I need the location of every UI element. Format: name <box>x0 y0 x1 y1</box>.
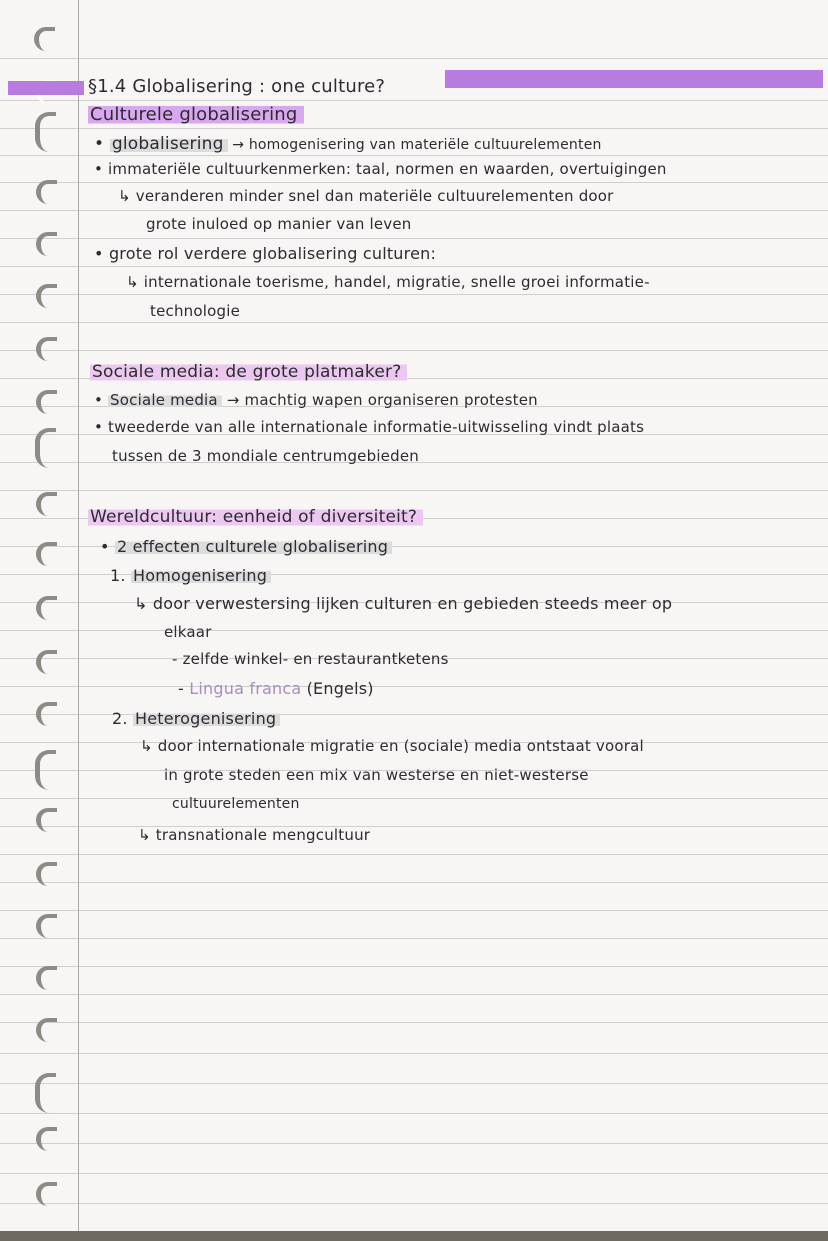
line-text: in grote steden een mix van westerse en niet-westerse <box>164 766 589 784</box>
title-highlight-bar <box>445 70 823 88</box>
list-item <box>94 418 644 436</box>
punch-hole <box>36 966 57 990</box>
punch-hole <box>34 27 55 51</box>
list-item <box>126 273 650 291</box>
page-bottom-edge <box>0 1231 828 1241</box>
list-item <box>138 826 370 844</box>
line-text: cultuurelementen <box>172 796 300 812</box>
number: 1. <box>110 566 126 585</box>
line-text: (Engels) <box>301 679 374 698</box>
page-title: §1.4 Globalisering : one culture? <box>88 76 386 97</box>
section-heading-wereldcultuur <box>88 507 423 527</box>
ruled-line <box>0 210 828 211</box>
ruled-line <box>0 238 828 239</box>
punch-hole <box>36 914 57 938</box>
punch-hole <box>36 1182 57 1206</box>
punch-hole <box>35 750 56 790</box>
punch-hole <box>36 337 57 361</box>
ruled-line <box>0 1203 828 1204</box>
punch-hole <box>36 1018 57 1042</box>
bullet: • <box>100 537 110 556</box>
ruled-line <box>0 826 828 827</box>
line-text: transnationale mengcultuur <box>155 826 371 844</box>
line-text: → homogenisering van materiële cultuurelementen <box>227 137 602 153</box>
ruled-line <box>0 266 828 267</box>
list-item <box>134 594 672 613</box>
punch-hole <box>36 284 57 308</box>
line-text: grote rol verdere globalisering culturen: <box>108 244 437 263</box>
ruled-line <box>0 182 828 183</box>
margin-line <box>78 0 79 1231</box>
ruled-line <box>0 1143 828 1144</box>
bullet: • <box>94 160 104 178</box>
line-text: zelfde winkel- en restaurantketens <box>182 650 449 668</box>
ruled-line <box>0 1053 828 1054</box>
heading-text: Sociale media: de grote platmaker? <box>90 362 407 382</box>
arrow-icon: ↳ <box>118 187 131 205</box>
list-item-continuation <box>146 215 412 233</box>
punch-hole <box>36 862 57 886</box>
line-text: 2 effecten culturele globalisering <box>115 537 392 556</box>
punch-hole <box>36 702 57 726</box>
ruled-line <box>0 128 828 129</box>
list-item-continuation <box>112 447 419 465</box>
punch-hole <box>35 1073 56 1113</box>
dash: - <box>178 679 184 698</box>
list-item <box>140 737 644 755</box>
ruled-line <box>0 630 828 631</box>
bullet: • <box>94 134 105 154</box>
ruled-line <box>0 1113 828 1114</box>
ruled-line <box>0 966 828 967</box>
ruled-line <box>0 100 828 101</box>
bullet: • <box>94 244 104 263</box>
punch-hole <box>36 492 57 516</box>
line-text: Homogenisering <box>131 566 271 585</box>
punch-hole <box>36 180 57 204</box>
numbered-item-heterogenisering <box>112 709 280 728</box>
arrow-icon: ↳ <box>140 737 153 755</box>
heading-text: Culturele globalisering <box>88 104 304 125</box>
list-item <box>94 160 667 178</box>
number: 2. <box>112 709 128 728</box>
ruled-line <box>0 1022 828 1023</box>
punch-hole <box>36 232 57 256</box>
ruled-line <box>0 938 828 939</box>
line-text: door internationale migratie en (sociale) media ontstaat vooral <box>157 737 644 755</box>
bullet: • <box>94 391 104 409</box>
line-text: elkaar <box>164 623 212 641</box>
list-item <box>94 244 436 263</box>
list-item <box>94 391 538 409</box>
line-text: door verwestersing lijken culturen en gebieden steeds meer op <box>152 594 673 613</box>
ruled-line <box>0 798 828 799</box>
punch-hole <box>36 542 57 566</box>
bullet: • <box>94 418 104 436</box>
emphasis-text: globalisering <box>110 134 228 154</box>
line-text: internationale toerisme, handel, migratie, snelle groei informatie- <box>143 273 650 291</box>
dash: - <box>172 650 178 668</box>
line-text: tweederde van alle internationale informatie-uitwisseling vindt plaats <box>108 418 645 436</box>
punch-hole <box>36 650 57 674</box>
ruled-line <box>0 350 828 351</box>
ruled-line <box>0 854 828 855</box>
list-item-continuation <box>172 796 300 812</box>
line-text: tussen de 3 mondiale centrumgebieden <box>112 447 419 465</box>
punch-hole <box>36 596 57 620</box>
ruled-line <box>0 294 828 295</box>
ruled-line <box>0 686 828 687</box>
list-item-continuation <box>164 623 212 641</box>
line-text: technologie <box>150 302 241 320</box>
title-highlight-lead <box>8 81 84 95</box>
punch-hole <box>35 428 56 468</box>
punch-hole <box>36 1127 57 1151</box>
list-item <box>100 537 392 556</box>
punch-hole <box>35 112 56 152</box>
list-item-continuation <box>164 766 589 784</box>
ruled-line <box>0 1173 828 1174</box>
ruled-line <box>0 58 828 59</box>
list-item <box>178 679 374 698</box>
numbered-item-homogenisering <box>110 566 271 585</box>
punch-hole <box>36 808 57 832</box>
heading-text: Wereldcultuur: eenheid of diversiteit? <box>88 507 423 527</box>
arrow-icon: ↳ <box>126 273 139 291</box>
list-item <box>118 187 614 205</box>
ruled-line <box>0 155 828 156</box>
line-text: → machtig wapen organiseren protesten <box>221 391 538 409</box>
section-heading-sociale-media <box>90 362 407 382</box>
line-text: immateriële cultuurkenmerken: taal, normen en waarden, overtuigingen <box>108 160 667 178</box>
emphasis-text: Sociale media <box>108 391 222 409</box>
list-item <box>94 134 602 154</box>
list-item-continuation <box>150 302 240 320</box>
arrow-icon: ↳ <box>138 826 151 844</box>
lingua-franca-term: Lingua franca <box>189 679 302 698</box>
line-text: grote inuloed op manier van leven <box>146 215 412 233</box>
ruled-line <box>0 882 828 883</box>
section-heading-culturele-globalisering <box>88 104 304 125</box>
ruled-line <box>0 910 828 911</box>
list-item <box>172 650 449 668</box>
ruled-line <box>0 322 828 323</box>
ruled-line <box>0 994 828 995</box>
ruled-line <box>0 1083 828 1084</box>
punch-hole <box>36 390 57 414</box>
line-text: veranderen minder snel dan materiële cultuurelementen door <box>135 187 614 205</box>
arrow-icon: ↳ <box>134 594 148 613</box>
ruled-line <box>0 490 828 491</box>
line-text: Heterogenisering <box>133 709 280 728</box>
